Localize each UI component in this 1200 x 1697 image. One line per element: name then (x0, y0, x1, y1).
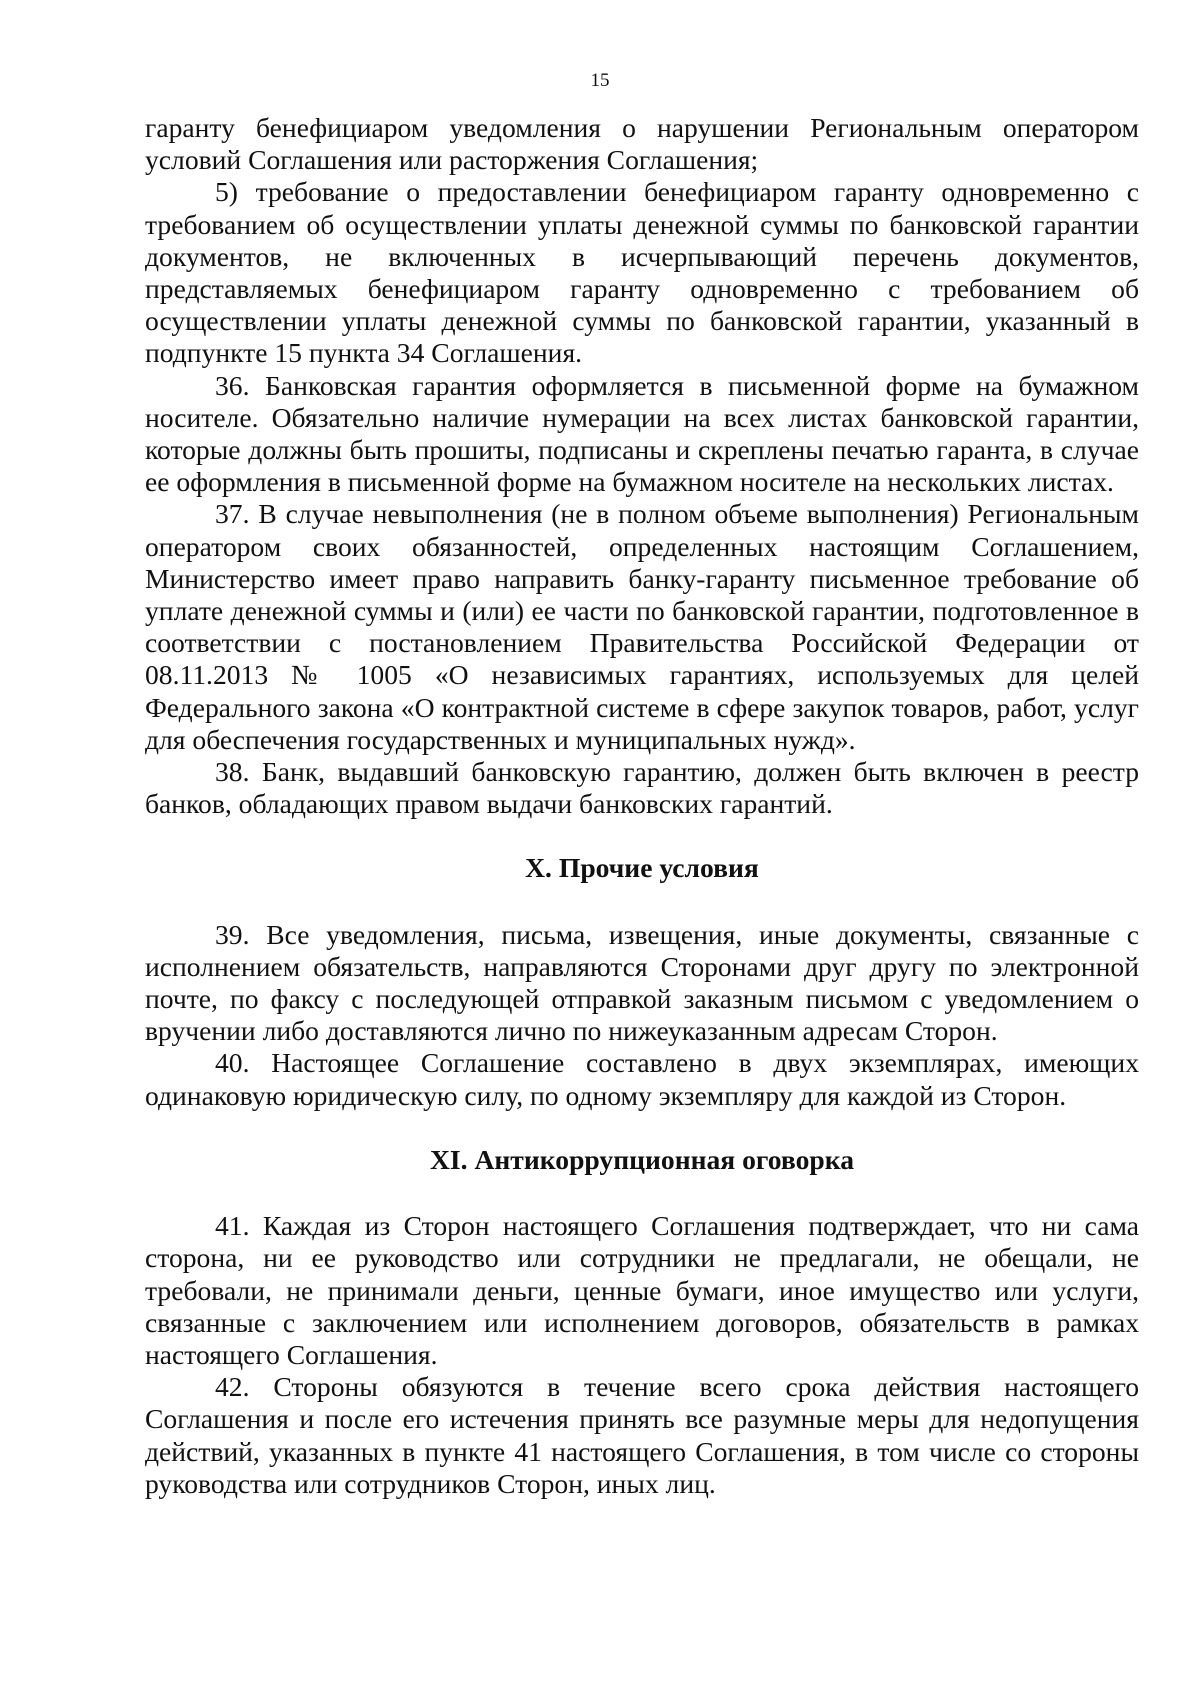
section-heading-anticorruption: XI. Антикоррупционная оговорка (430, 1143, 854, 1175)
document-body (145, 112, 1139, 1500)
spacer (145, 820, 1139, 852)
paragraph-36: 36. Банковская гарантия оформляется в письменной форме на бумажном носителе. Обязательно наличие нумерации на всех листах банковской гарантии, которые должны быть прошиты, подписаны и скреплены печатью гаранта, в случае ее оформления в письменной форме на бумажном носителе на нескольких листах. (145, 369, 1139, 498)
paragraph-42: 42. Стороны обязуются в течение всего срока действия настоящего Соглашения и после его истечения принять все разумные меры для недопущения действий, указанных в пункте 41 настоящего Соглашения, в том числе со стороны руководства или сотрудников Сторон, иных лиц. (145, 1371, 1139, 1499)
page-number: 15 (590, 70, 610, 91)
spacer (145, 1176, 1139, 1210)
paragraph-39: 39. Все уведомления, письма, извещения, иные документы, связанные с исполнением обязательств, направляются Сторонами друг другу по электронной почте, по факсу с последующей отправкой заказным письмом с уведомлением о вручении либо доставляются лично по нижеуказанным адресам Сторон. (145, 918, 1139, 1047)
section-heading-other-conditions: X. Прочие условия (525, 852, 759, 884)
paragraph-38: 38. Банк, выдавший банковскую гарантию, должен быть включен в реестр банков, обладающих правом выдачи банковских гарантий. (145, 756, 1139, 820)
paragraph-40: 40. Настоящее Соглашение составлено в двух экземплярах, имеющих одинаковую юридическую силу, по одному экземпляру для каждой из Сторон. (145, 1047, 1139, 1111)
spacer (145, 885, 1139, 919)
paragraph-item-5: 5) требование о предоставлении бенефициаром гаранту одновременно с требованием об осуществлении уплаты денежной суммы по банковской гарантии документов, не включенных в исчерпывающий перечень документов, представляемых бенефициаром гаранту одновременно с требованием об осуществлении уплаты денежной суммы по банковской гарантии, указанный в подпункте 15 пункта 34 Соглашения. (145, 176, 1139, 369)
paragraph-41: 41. Каждая из Сторон настоящего Соглашения подтверждает, что ни сама сторона, ни ее руководство или сотрудники не предлагали, не обещали, не требовали, не принимали деньги, ценные бумаги, иное имущество или услуги, связанные с заключением или исполнением договоров, обязательств в рамках настоящего Соглашения. (145, 1210, 1139, 1370)
paragraph-37: 37. В случае невыполнения (не в полном объеме выполнения) Региональным оператором своих обязанностей, определенных настоящим Соглашением, Министерство имеет право направить банку-гаранту письменное требование об уплате денежной суммы и (или) ее части по банковской гарантии, подготовленное в соответствии с постановлением Правительства Российской Федерации от 08.11.2013 № 1005 «О независимых гарантиях, используемых для целей Федерального закона «О контрактной системе в сфере закупок товаров, работ, услуг для обеспечения государственных и муниципальных нужд». (145, 498, 1139, 755)
spacer (145, 1112, 1139, 1144)
paragraph-continuation: гаранту бенефициаром уведомления о нарушении Региональным оператором условий Соглашения или расторжения Соглашения; (145, 112, 1139, 176)
